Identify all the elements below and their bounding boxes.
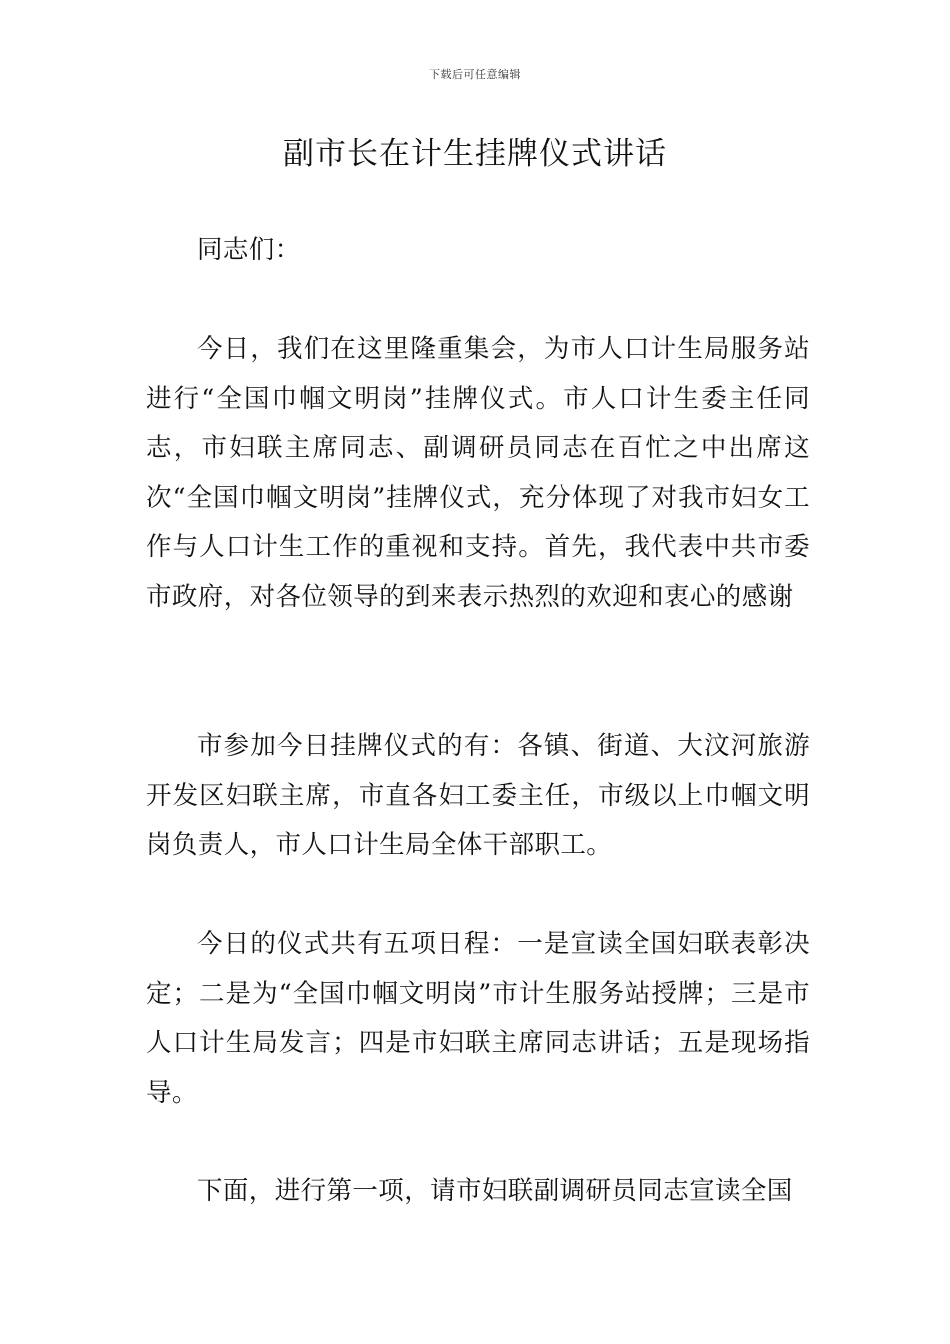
salutation: 同志们：	[197, 235, 301, 265]
paragraph-3: 今日的仪式共有五项日程：一是宣读全国妇联表彰决定；二是为“全国巾帼文明岗”市计生服务站授牌；三是市人口计生局发言；四是市妇联主席同志讲话；五是现场指导。	[146, 929, 810, 1108]
paragraph-2: 市参加今日挂牌仪式的有：各镇、街道、大汶河旅游开发区妇联主席，市直各妇工委主任，市级以上巾帼文明岗负责人，市人口计生局全体干部职工。	[146, 731, 810, 860]
paragraph-1: 今日，我们在这里隆重集会，为市人口计生局服务站进行“全国巾帼文明岗”挂牌仪式。市人口计生委主任同志，市妇联主席同志、副调研员同志在百忙之中出席这次“全国巾帼文明岗”挂牌仪式，充分体现了对我市妇女工作与人口计生工作的重视和支持。首先，我代表中共市委市政府，对各位领导的到来表示热烈的欢迎和衷心的感谢	[146, 334, 810, 612]
document-title: 副市长在计生挂牌仪式讲话	[283, 136, 667, 172]
paragraph-4: 下面，进行第一项，请市妇联副调研员同志宣读全国	[197, 1176, 793, 1206]
header-note: 下载后可任意编辑	[429, 68, 521, 81]
